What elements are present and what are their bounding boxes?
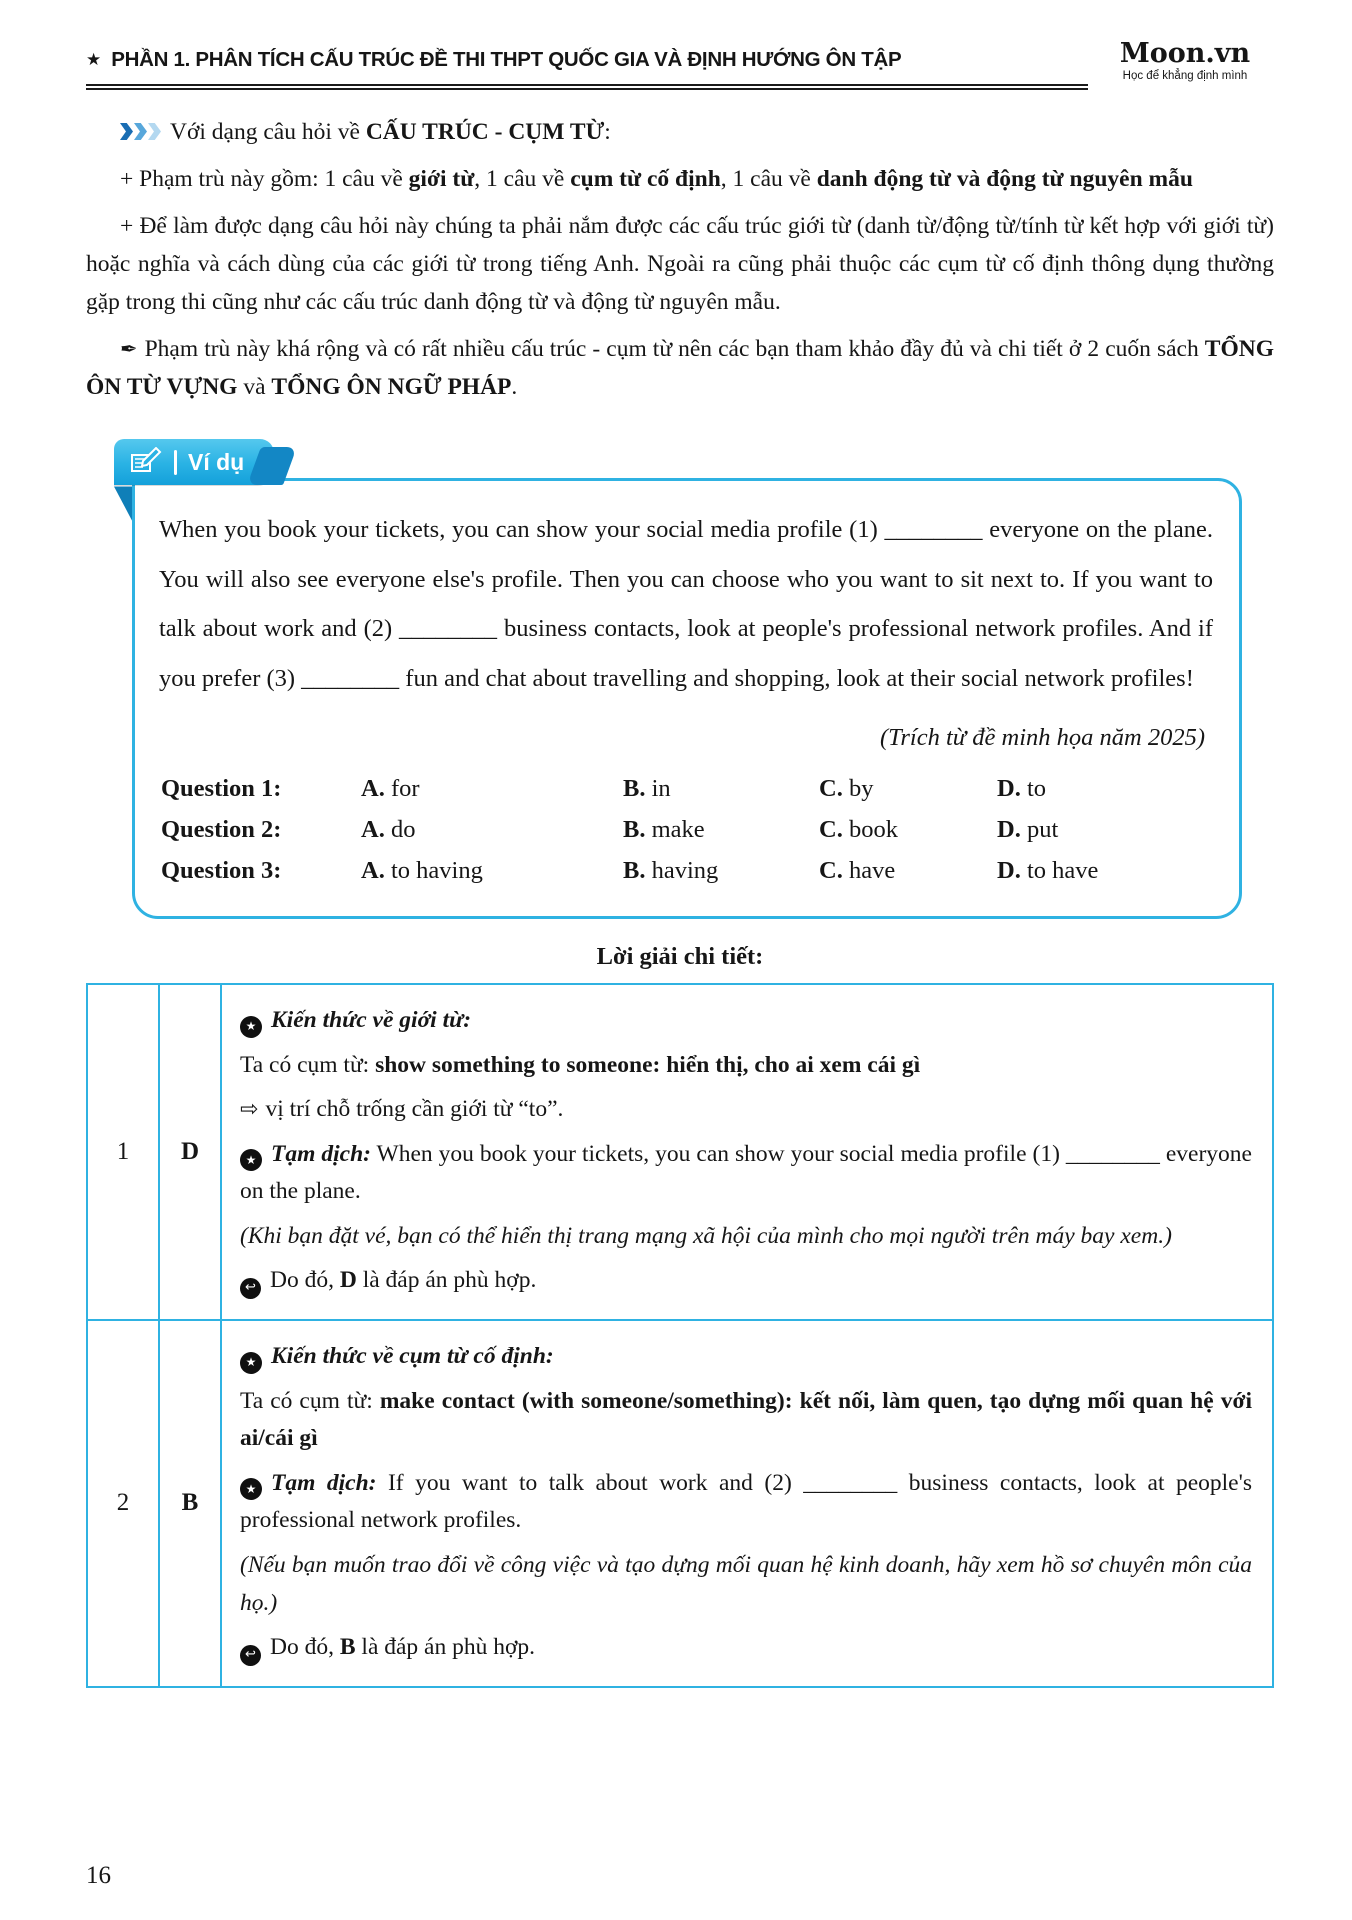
option-letter: D. [997, 815, 1027, 843]
option-text: in [651, 774, 671, 802]
option-letter: B. [623, 856, 652, 884]
example-box [132, 478, 1242, 918]
source-note: (Trích từ đề minh họa năm 2025) [879, 724, 1205, 752]
arrow-circle-icon: ↩ [240, 1645, 261, 1666]
text-run: D [339, 1267, 357, 1294]
star-circle-icon: ★ [240, 1149, 262, 1171]
question-row [161, 816, 1213, 844]
example-tab-label: Ví dụ [188, 448, 245, 475]
text-run: và [237, 374, 272, 401]
option-letter: C. [819, 856, 849, 884]
text-run: vị trí chỗ trống cần giới từ “to”. [265, 1096, 564, 1123]
solution-block [240, 1547, 1252, 1622]
option-b [623, 857, 819, 885]
text-run: Do đó, [270, 1267, 340, 1294]
header-title-band [86, 48, 1088, 90]
intro-paragraph [86, 330, 1274, 406]
chevron-icon [120, 123, 133, 140]
text-run: CẤU TRÚC - CỤM TỪ [365, 119, 605, 145]
text-run: B [339, 1634, 356, 1661]
text-run: + Phạm trù này gồm: 1 câu về [120, 166, 409, 193]
arrow-circle-icon: ↩ [240, 1278, 261, 1299]
example-passage [159, 505, 1213, 703]
text-run: When you book your tickets, you can show your social media profile (1) ________ everyone on the plane. You will also see everyone else's profile. Then you can choose who you want to sit next to. If you want to talk about work and (2) ________ business contacts, look at people's professional network profiles. And if you prefer (3) ________ fun and chat about travelling and shopping, look at their social network profiles! [159, 516, 1213, 692]
book-pencil-icon [129, 447, 163, 477]
option-letter: D. [997, 856, 1027, 884]
chevron-triple-icon [120, 123, 161, 140]
arrow-right-icon: ⇨ [240, 1097, 259, 1123]
option-a [361, 857, 623, 885]
text-run: Phạm trù này khá rộng và có rất nhiều cấu trúc - cụm từ nên các bạn tham khảo đầy đủ và chi tiết ở 2 cuốn sách [144, 336, 1205, 363]
option-letter: B. [623, 774, 652, 802]
solution-heading: Lời giải chi tiết: [596, 942, 764, 970]
text-run: Kiến thức về giới từ: [271, 1006, 472, 1033]
solution-row [88, 985, 1272, 1319]
intro-paragraph [86, 113, 1274, 151]
text-run: When you book your tickets, you can show your social media profile (1) ________ everyone on the plane. [240, 1140, 1252, 1205]
solution-block [240, 1136, 1252, 1211]
example-tab [114, 439, 274, 485]
text-run: Với dạng câu hỏi về [170, 119, 366, 145]
question-label: Question 1: [161, 774, 282, 802]
row-answer: D [160, 985, 222, 1319]
text-run: là đáp án phù hợp. [355, 1634, 536, 1661]
solution-block [240, 1383, 1252, 1458]
question-row [161, 775, 1213, 803]
page-number: 16 [86, 1862, 111, 1889]
solution-block [240, 1465, 1252, 1540]
intro-section [86, 104, 1274, 415]
text-run: cụm từ cố định [570, 166, 721, 193]
text-run: . [511, 374, 518, 401]
option-d [997, 816, 1213, 844]
text-run: show something to someone: hiển thị, cho ai xem cái gì [375, 1051, 921, 1078]
solution-block [240, 1629, 1252, 1667]
option-text: book [848, 815, 898, 843]
option-letter: C. [819, 815, 849, 843]
text-run: Ta có cụm từ: [240, 1387, 380, 1414]
chevron-icon [148, 123, 161, 140]
option-text: do [390, 815, 416, 843]
question-label: Question 2: [161, 815, 282, 843]
option-text: for [390, 774, 420, 802]
tab-separator [174, 450, 177, 475]
text-run: là đáp án phù hợp. [356, 1267, 537, 1294]
example-section [132, 439, 1242, 918]
option-text: to have [1026, 856, 1099, 884]
question-label: Question 3: [161, 856, 282, 884]
option-d [997, 775, 1213, 803]
option-d [997, 857, 1213, 885]
solution-block [240, 1091, 1252, 1129]
option-letter: A. [361, 856, 391, 884]
option-c [819, 816, 997, 844]
text-run: If you want to talk about work and (2) ________ business contacts, look at people's professional network profiles. [240, 1469, 1252, 1534]
option-c [819, 857, 997, 885]
row-explanation [222, 1321, 1272, 1686]
solution-row [88, 1319, 1272, 1686]
section-title: PHẦN 1. PHÂN TÍCH CẤU TRÚC ĐỀ THI THPT QUỐC GIA VÀ ĐỊNH HƯỚNG ÔN TẬP [111, 48, 902, 71]
solution-block [240, 1002, 1252, 1040]
option-letter: A. [361, 815, 391, 843]
pen-icon: ✒ [120, 337, 138, 362]
brand-logo: Moon.vn [1119, 38, 1251, 69]
text-run: Kiến thức về cụm từ cố định: [271, 1343, 554, 1370]
option-b [623, 775, 819, 803]
option-text: put [1026, 815, 1059, 843]
text-run: : [604, 119, 611, 145]
text-run: (Khi bạn đặt vé, bạn có thể hiển thị trang mạng xã hội của mình cho mọi người trên máy bay xem.) [240, 1222, 1172, 1249]
star-icon: ★ [86, 49, 102, 70]
solution-table [86, 983, 1274, 1688]
option-text: to [1026, 774, 1047, 802]
option-text: have [848, 856, 896, 884]
row-explanation [222, 985, 1272, 1319]
tab-fold [114, 486, 133, 522]
chevron-icon [134, 123, 147, 140]
text-run: TỔNG ÔN TỪ VỰNG [86, 336, 1274, 401]
brand-block [1088, 40, 1274, 82]
text-run: , 1 câu về [474, 166, 571, 193]
option-a [361, 775, 623, 803]
option-text: make [651, 815, 705, 843]
text-run: Tạm dịch: [271, 1469, 377, 1496]
brand-tagline: Học để khẳng định mình [1122, 70, 1248, 83]
row-number: 2 [88, 1321, 160, 1686]
text-run: , 1 câu về [720, 166, 817, 193]
row-answer: B [160, 1321, 222, 1686]
solution-block [240, 1047, 1252, 1085]
question-row [161, 857, 1213, 885]
solution-block [240, 1338, 1252, 1376]
option-text: having [651, 856, 719, 884]
questions-list [159, 775, 1213, 885]
text-run: danh động từ và động từ nguyên mẫu [816, 166, 1193, 193]
intro-paragraph [86, 160, 1274, 198]
option-a [361, 816, 623, 844]
option-text: by [848, 774, 874, 802]
option-letter: B. [623, 815, 652, 843]
text-run: TỔNG ÔN NGỮ PHÁP [271, 374, 512, 401]
solution-block [240, 1262, 1252, 1300]
option-letter: C. [819, 774, 849, 802]
text-run: Ta có cụm từ: [240, 1051, 376, 1078]
option-c [819, 775, 997, 803]
option-text: to having [390, 856, 483, 884]
intro-paragraph [86, 207, 1274, 321]
text-run: (Nếu bạn muốn trao đổi về công việc và tạo dựng mối quan hệ kinh doanh, hãy xem hồ sơ chuyên môn của họ.) [240, 1552, 1252, 1616]
row-number: 1 [88, 985, 160, 1319]
text-run: Do đó, [270, 1634, 340, 1661]
page-header [86, 40, 1274, 90]
text-run: Tạm dịch: [271, 1140, 371, 1167]
solution-block [240, 1218, 1252, 1256]
option-letter: A. [361, 774, 391, 802]
star-circle-icon: ★ [240, 1478, 262, 1500]
text-run: + Để làm được dạng câu hỏi này chúng ta phải nắm được các cấu trúc giới từ (danh từ/động từ/tính từ kết hợp với giới từ) hoặc nghĩa và cách dùng của các giới từ trong tiếng Anh. Ngoài ra cũng phải thuộc các cụm từ cố định thông dụng thường gặp trong thi cũng như các cấu trúc danh động từ và động từ nguyên mẫu. [86, 213, 1274, 316]
star-circle-icon: ★ [240, 1352, 262, 1374]
option-letter: D. [997, 774, 1027, 802]
option-b [623, 816, 819, 844]
text-run: giới từ [408, 166, 475, 193]
star-circle-icon: ★ [240, 1016, 262, 1038]
text-run: make contact (with someone/something): kết nối, làm quen, tạo dựng mối quan hệ với ai/cái gì [240, 1387, 1252, 1452]
